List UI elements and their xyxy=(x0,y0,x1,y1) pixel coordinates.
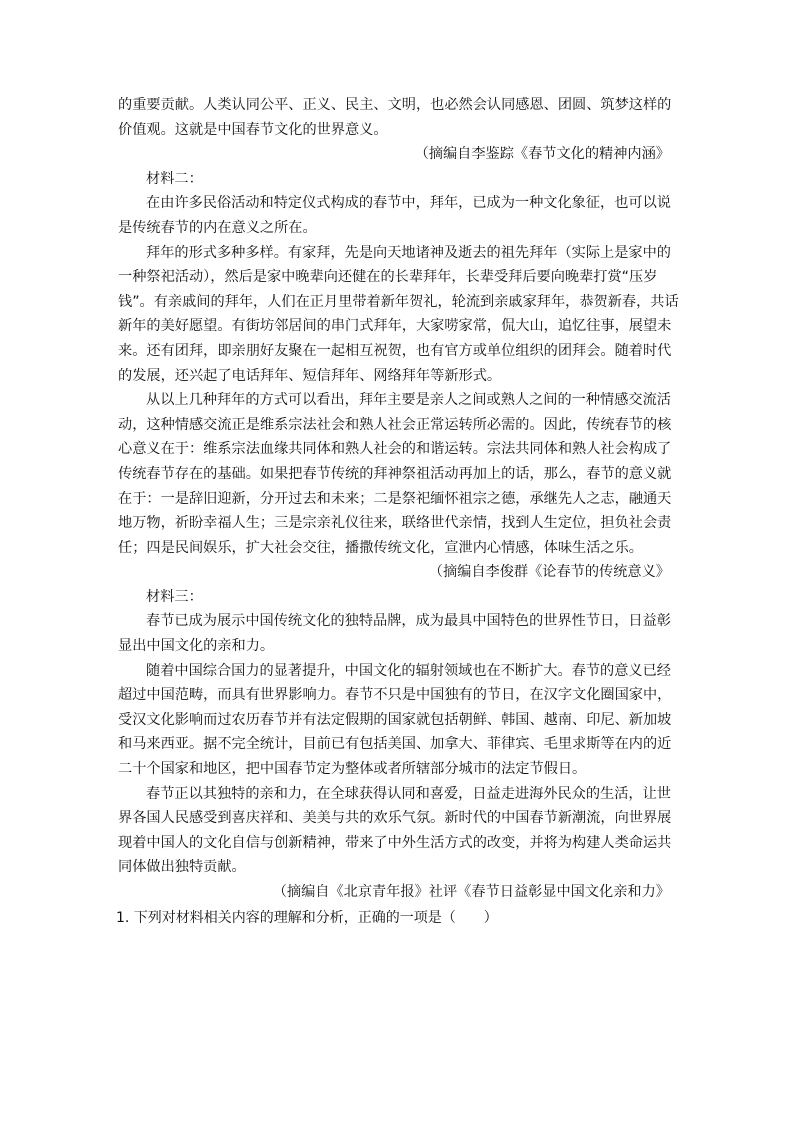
text-line: 界各国人民感受到喜庆祥和、美美与共的欢乐气氛。新时代的中国春节新潮流，向世界展 xyxy=(118,810,672,827)
text-line: 在由许多民俗活动和特定仪式构成的春节中，拜年，已成为一种文化象征，也可以说 xyxy=(146,195,671,212)
text-line: 受汉文化影响而过农历春节并有法定假期的国家就包括朝鲜、韩国、越南、印尼、新加坡 xyxy=(118,711,672,728)
source-citation: （摘编自李俊群《论春节的传统意义》 xyxy=(428,564,670,581)
source-citation: （摘编自《北京青年报》社评《春节日益彰显中国文化亲和力》 xyxy=(272,884,670,900)
text-line: 任；四是民间娱乐，扩大社会交往，播撒传统文化，宣泄内心情感，体味生活之乐。 xyxy=(118,539,643,556)
text-line: 拜年的形式多种多样。有家拜，先是向天地诸神及逝去的祖先拜年（实际上是家中的 xyxy=(146,244,671,261)
text-line: 钱”。有亲戚间的拜年，人们在正月里带着新年贺礼，轮流到亲戚家拜年，恭贺新春，共话 xyxy=(118,293,679,310)
text-line: 从以上几种拜年的方式可以看出，拜年主要是亲人之间或熟人之间的一种情感交流活 xyxy=(146,392,671,409)
question-1: 1. 下列对材料相关内容的理解和分析，正确的一项是（ ） xyxy=(116,909,498,926)
text-line: 同体做出独特贡献。 xyxy=(118,859,246,876)
text-line: 超过中国范畴，而具有世界影响力。春节不只是中国独有的节日，在汉字文化圈国家中， xyxy=(118,687,672,704)
article-body xyxy=(118,93,679,905)
text-line: 在于：一是辞旧迎新，分开过去和未来；二是祭祀缅怀祖宗之德，承继先人之志，融通天 xyxy=(118,490,672,507)
text-line: 一种祭祀活动），然后是家中晚辈向还健在的长辈拜年，长辈受拜后要向晚辈打赏“压岁 xyxy=(118,269,658,286)
text-line: 的发展，还兴起了电话拜年、短信拜年、网络拜年等新形式。 xyxy=(118,367,502,384)
text-line: 春节已成为展示中国传统文化的独特品牌，成为最具中国特色的世界性节日，日益彰 xyxy=(146,613,671,630)
text-line: 的重要贡献。人类认同公平、正义、民主、文明，也必然会认同感恩、团圆、筑梦这样的 xyxy=(118,97,672,113)
source-citation: （摘编自李鉴踪《春节文化的精神内涵》 xyxy=(414,146,670,163)
section-heading: 材料三： xyxy=(146,588,203,605)
text-line: 现着中国人的文化自信与创新精神，带来了中外生活方式的改变，并将为构建人类命运共 xyxy=(118,834,672,851)
text-line: 新年的美好愿望。有街坊邻居间的串门式拜年，大家唠家常，侃大山，追忆往事，展望未 xyxy=(118,318,672,335)
text-line: 传统春节存在的基础。如果把春节传统的拜神祭祖活动再加上的话，那么，春节的意义就 xyxy=(118,465,672,482)
text-line: 显出中国文化的亲和力。 xyxy=(118,638,275,655)
text-line: 春节正以其独特的亲和力，在全球获得认同和喜爱，日益走进海外民众的生活，让世 xyxy=(146,785,671,802)
text-line: 心意义在于：维系宗法血缘共同体和熟人社会的和谐运转。宗法共同体和熟人社会构成了 xyxy=(118,441,672,458)
text-line: 随着中国综合国力的显著提升，中国文化的辐射领域也在不断扩大。春节的意义已经 xyxy=(146,662,671,679)
text-line: 和马来西亚。据不完全统计，目前已有包括美国、加拿大、菲律宾、毛里求斯等在内的近 xyxy=(118,736,672,753)
document-page xyxy=(116,93,679,930)
section-heading: 材料二： xyxy=(146,170,203,187)
text-line: 来。还有团拜，即亲朋好友聚在一起相互祝贺，也有官方或单位组织的团拜会。随着时代 xyxy=(118,342,672,359)
text-line: 价值观。这就是中国春节文化的世界意义。 xyxy=(118,121,388,138)
text-line: 地万物，祈盼幸福人生；三是宗亲礼仪往来，联络世代亲情，找到人生定位，担负社会责 xyxy=(118,515,672,532)
text-line: 动，这种情感交流正是维系宗法社会和熟人社会正常运转所必需的。因此，传统春节的核 xyxy=(118,416,672,433)
text-line: 二十个国家和地区，把中国春节定为整体或者所辖部分城市的法定节假日。 xyxy=(118,761,587,778)
text-line: 是传统春节的内在意义之所在。 xyxy=(118,219,317,236)
